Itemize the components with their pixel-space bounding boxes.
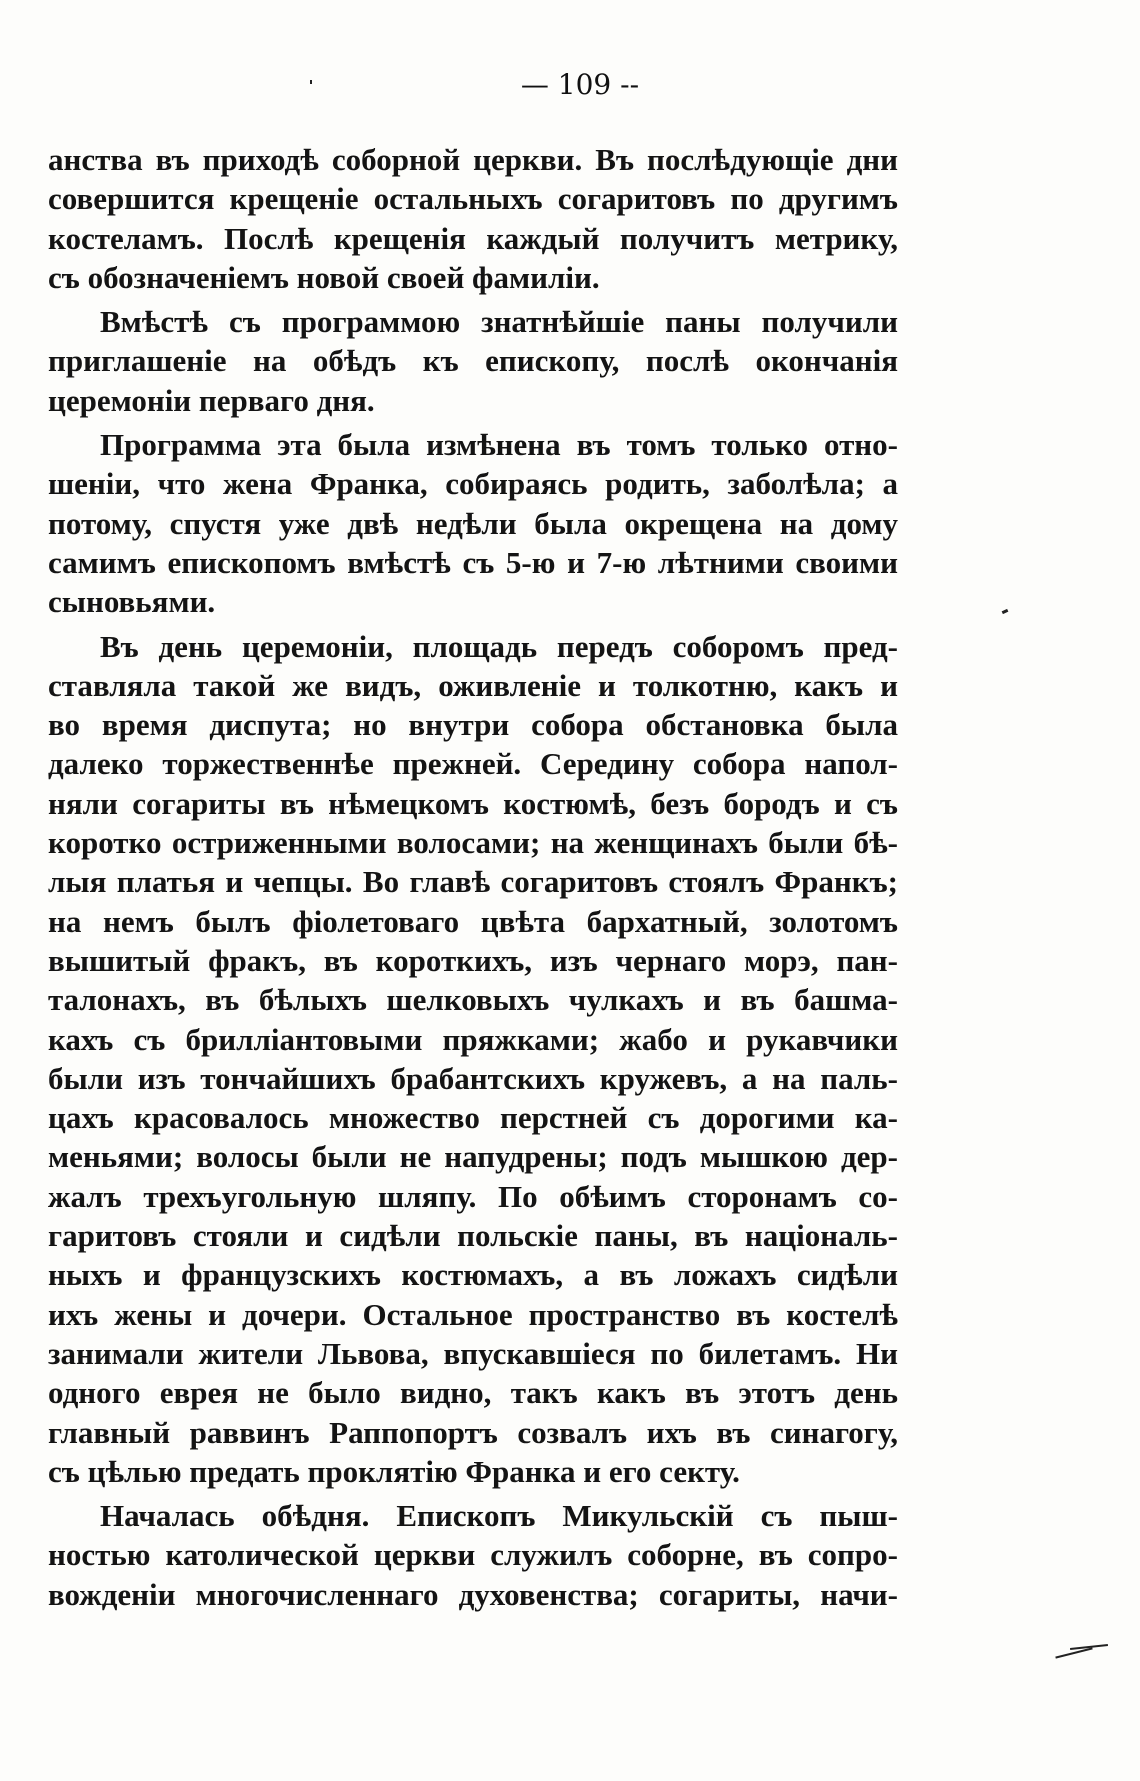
text-line: сыновьями. xyxy=(48,584,216,620)
paragraph xyxy=(48,627,898,1492)
scan-mark xyxy=(310,80,312,84)
text-line: ностью католической церкви служилъ соборне, въ сопро- xyxy=(48,1537,898,1573)
paragraph xyxy=(48,302,898,420)
text-line: вожденіи многочисленнаго духовенства; согариты, начи- xyxy=(48,1576,898,1612)
text-line: ихъ жены и дочери. Остальное пространство въ костелѣ xyxy=(48,1296,898,1332)
text-line: Программа эта была измѣнена въ томъ только отно- xyxy=(100,427,898,463)
text-line: няли согариты въ нѣмецкомъ костюмѣ, безъ бородъ и съ xyxy=(48,785,898,821)
text-line: съ цѣлью предать проклятію Франка и его секту. xyxy=(48,1453,740,1489)
text-line: анства въ приходѣ соборной церкви. Въ послѣдующіе дни xyxy=(48,142,898,177)
text-line: лыя платья и чепцы. Во главѣ согаритовъ стоялъ Франкъ; xyxy=(48,864,898,900)
text-line: цахъ красовалось множество перстней съ дорогими ка- xyxy=(48,1100,898,1136)
text-line: гаритовъ стояли и сидѣли польскіе паны, въ національ- xyxy=(48,1218,898,1254)
text-line: Началась обѣдня. Епископъ Микульскій съ пыш- xyxy=(100,1498,898,1534)
text-line: одного еврея не было видно, такъ какъ въ этотъ день xyxy=(48,1375,898,1411)
text-line: были изъ тончайшихъ брабантскихъ кружевъ, а на паль- xyxy=(48,1060,898,1096)
text-line: совершится крещеніе остальныхъ согаритовъ по другимъ xyxy=(48,181,898,217)
text-line: главный раввинъ Раппопортъ созвалъ ихъ въ синагогу, xyxy=(48,1414,898,1450)
text-line: далеко торжественнѣе прежней. Середину собора напол- xyxy=(48,746,898,782)
text-line: церемоніи перваго дня. xyxy=(48,382,375,418)
text-line: ныхъ и французскихъ костюмахъ, а въ ложахъ сидѣли xyxy=(48,1257,898,1293)
text-line: на немъ былъ фіолетоваго цвѣта бархатный, золотомъ xyxy=(48,903,898,939)
text-line: занимали жители Львова, впускавшіеся по билетамъ. Ни xyxy=(48,1335,898,1371)
text-line: шеніи, что жена Франка, собираясь родить, заболѣла; а xyxy=(48,466,898,502)
text-line: самимъ епископомъ вмѣстѣ съ 5-ю и 7-ю лѣтними своими xyxy=(48,544,898,580)
text-line: коротко остриженными волосами; на женщинахъ были бѣ- xyxy=(48,825,898,861)
text-line: приглашеніе на обѣдъ къ епископу, послѣ окончанія xyxy=(48,343,898,379)
text-line: съ обозначеніемъ новой своей фамиліи. xyxy=(48,259,600,295)
text-line: меньями; волосы были не напудрены; подъ мышкою дер- xyxy=(48,1139,898,1175)
text-line: вышитый фракъ, въ короткихъ, изъ чернаго морэ, пан- xyxy=(48,942,898,978)
paragraph xyxy=(48,425,898,621)
text-line: потому, спустя уже двѣ недѣли была окрещена на дому xyxy=(48,505,898,541)
text-line: ставляла такой же видъ, оживленіе и толкотню, какъ и xyxy=(48,667,898,703)
scan-mark xyxy=(1002,609,1009,614)
text-line: кахъ съ бриллiантовыми пряжками; жабо и рукавчики xyxy=(48,1021,898,1057)
page-number-text: — 109 -- xyxy=(520,68,640,101)
page-number xyxy=(0,68,1140,101)
text-line: талонахъ, въ бѣлыхъ шелковыхъ чулкахъ и въ башма- xyxy=(48,982,898,1018)
text-line: Въ день церемоніи, площадь передъ соборомъ пред- xyxy=(100,628,898,664)
paragraph xyxy=(48,1496,898,1614)
text-line: во время диспута; но внутри собора обстановка была xyxy=(48,707,898,743)
text-line: костеламъ. Послѣ крещенія каждый получитъ метрику, xyxy=(48,220,898,256)
text-line: Вмѣстѣ съ программою знатнѣйшіе паны получили xyxy=(100,304,898,340)
body-text xyxy=(48,140,898,1619)
text-line: жалъ трехъугольную шляпу. По обѣимъ сторонамъ со- xyxy=(48,1178,898,1214)
paragraph xyxy=(48,140,898,297)
